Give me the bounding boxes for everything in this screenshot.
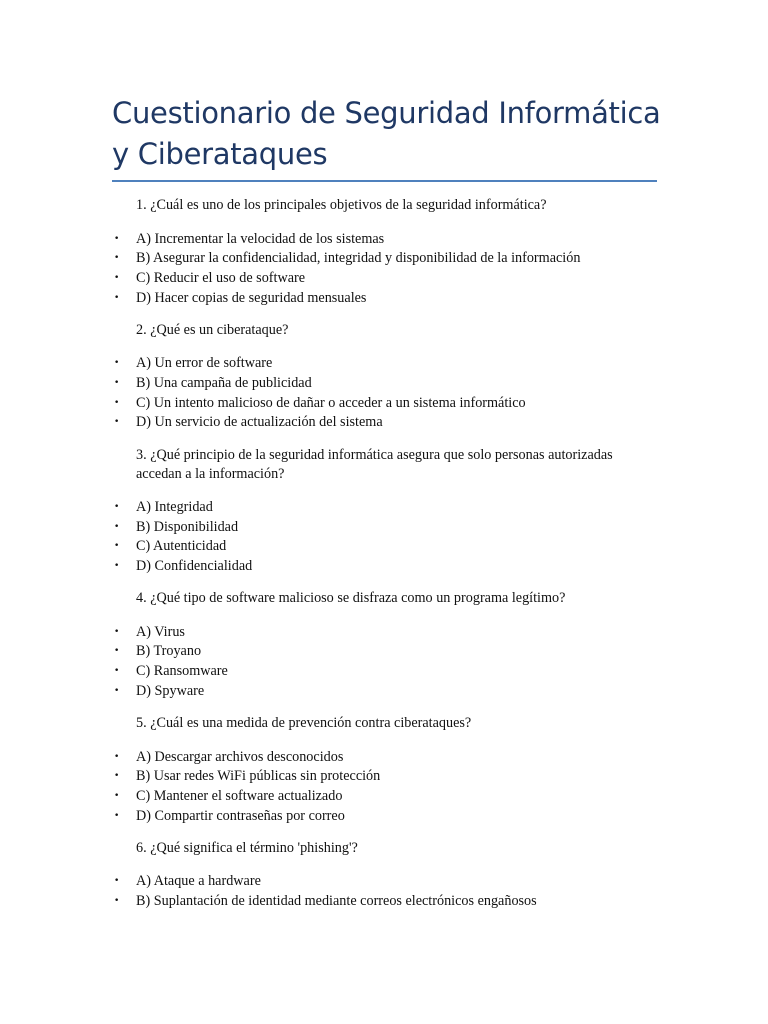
questions-list — [0, 196, 768, 912]
bullet-icon: • — [114, 685, 120, 696]
question-block-3 — [0, 446, 768, 577]
answer-option-text: D) Compartir contraseñas por correo — [136, 807, 345, 824]
bullet-icon: • — [114, 233, 120, 244]
bullet-icon: • — [114, 502, 120, 512]
answer-option-text: D) Un servicio de actualización del sistema — [136, 414, 383, 431]
bullet-icon: • — [114, 666, 120, 677]
bullet-icon: • — [114, 292, 120, 303]
question-text: 6. ¿Qué significa el término 'phishing'? — [136, 839, 358, 856]
bullet-icon: • — [114, 810, 120, 821]
bullet-icon: • — [114, 646, 120, 657]
question-block-5 — [0, 714, 768, 826]
question-text: 5. ¿Cuál es una medida de prevención contra ciberataques? — [136, 715, 472, 731]
answer-options-list — [0, 623, 768, 702]
answer-option — [0, 518, 768, 538]
bullet-icon: • — [114, 253, 120, 264]
question-text: 3. ¿Qué principio de la seguridad informática asegura que solo personas autorizadas accedan a la información? — [136, 446, 613, 482]
answer-options-list — [0, 748, 768, 827]
answer-option-text: A) Integridad — [136, 499, 213, 515]
answer-options-list — [0, 498, 768, 577]
answer-option-text: D) Confidencialidad — [136, 558, 253, 575]
bullet-icon: • — [114, 521, 120, 532]
answer-option — [0, 394, 768, 414]
answer-option-text: A) Ataque a hardware — [136, 873, 261, 890]
answer-option-text: D) Spyware — [136, 682, 205, 699]
answer-option — [0, 498, 768, 518]
answer-option-text: B) Asegurar la confidencialidad, integridad y disponibilidad de la información — [136, 250, 581, 267]
answer-option-text: B) Una campaña de publicidad — [136, 374, 312, 391]
answer-option — [0, 662, 768, 682]
question-block-4 — [0, 589, 768, 701]
bullet-icon: • — [114, 876, 120, 887]
answer-option — [0, 807, 768, 827]
bullet-icon: • — [114, 561, 120, 572]
question-block-6 — [0, 839, 768, 912]
bullet-icon: • — [114, 541, 120, 552]
answer-options-list — [0, 872, 768, 911]
answer-option — [0, 767, 768, 787]
question-text: 2. ¿Qué es un ciberataque? — [136, 321, 289, 338]
answer-option — [0, 748, 768, 768]
answer-option-text: B) Usar redes WiFi públicas sin protección — [136, 768, 381, 785]
bullet-icon: • — [114, 626, 120, 637]
question-text: 4. ¿Qué tipo de software malicioso se disfraza como un programa legítimo? — [136, 590, 566, 607]
answer-option-text: B) Suplantación de identidad mediante correos electrónicos engañosos — [136, 892, 537, 909]
bullet-icon: • — [114, 751, 120, 762]
answer-option — [0, 892, 768, 912]
answer-option-text: D) Hacer copias de seguridad mensuales — [136, 289, 367, 306]
answer-option-text: C) Reducir el uso de software — [136, 269, 306, 286]
answer-option-text: A) Un error de software — [136, 355, 273, 372]
title-underline-rule — [112, 180, 657, 182]
bullet-icon: • — [114, 358, 120, 369]
answer-option-text: B) Disponibilidad — [136, 518, 239, 535]
answer-option — [0, 269, 768, 289]
answer-option — [0, 872, 768, 892]
answer-options-list — [0, 230, 768, 309]
question-block-2 — [0, 321, 768, 433]
answer-option-text: A) Incrementar la velocidad de los sistemas — [136, 230, 385, 247]
answer-option — [0, 623, 768, 643]
answer-option — [0, 289, 768, 309]
answer-option — [0, 787, 768, 807]
bullet-icon: • — [114, 895, 120, 906]
bullet-icon: • — [114, 272, 120, 283]
question-text: 1. ¿Cuál es uno de los principales objetivos de la seguridad informática? — [136, 197, 547, 213]
answer-option — [0, 374, 768, 394]
question-block-1 — [0, 196, 768, 308]
answer-option-text: C) Autenticidad — [136, 538, 227, 555]
bullet-icon: • — [114, 790, 120, 801]
answer-option — [0, 537, 768, 557]
answer-option-text: A) Virus — [136, 623, 185, 640]
answer-option — [0, 354, 768, 374]
answer-option-text: B) Troyano — [136, 643, 202, 660]
bullet-icon: • — [114, 397, 120, 408]
answer-option-text: C) Ransomware — [136, 663, 228, 680]
document-title: Cuestionario de Seguridad Informática y Ciberataques — [112, 96, 661, 171]
answer-option — [0, 557, 768, 577]
answer-option — [0, 230, 768, 250]
bullet-icon: • — [114, 771, 120, 782]
answer-option — [0, 413, 768, 433]
answer-option-text: C) Mantener el software actualizado — [136, 787, 343, 804]
bullet-icon: • — [114, 417, 120, 428]
answer-option-text: A) Descargar archivos desconocidos — [136, 748, 344, 765]
answer-option — [0, 642, 768, 662]
answer-options-list — [0, 354, 768, 433]
bullet-icon: • — [114, 377, 120, 388]
answer-option — [0, 682, 768, 702]
answer-option-text: C) Un intento malicioso de dañar o acceder a un sistema informático — [136, 394, 526, 411]
answer-option — [0, 249, 768, 269]
